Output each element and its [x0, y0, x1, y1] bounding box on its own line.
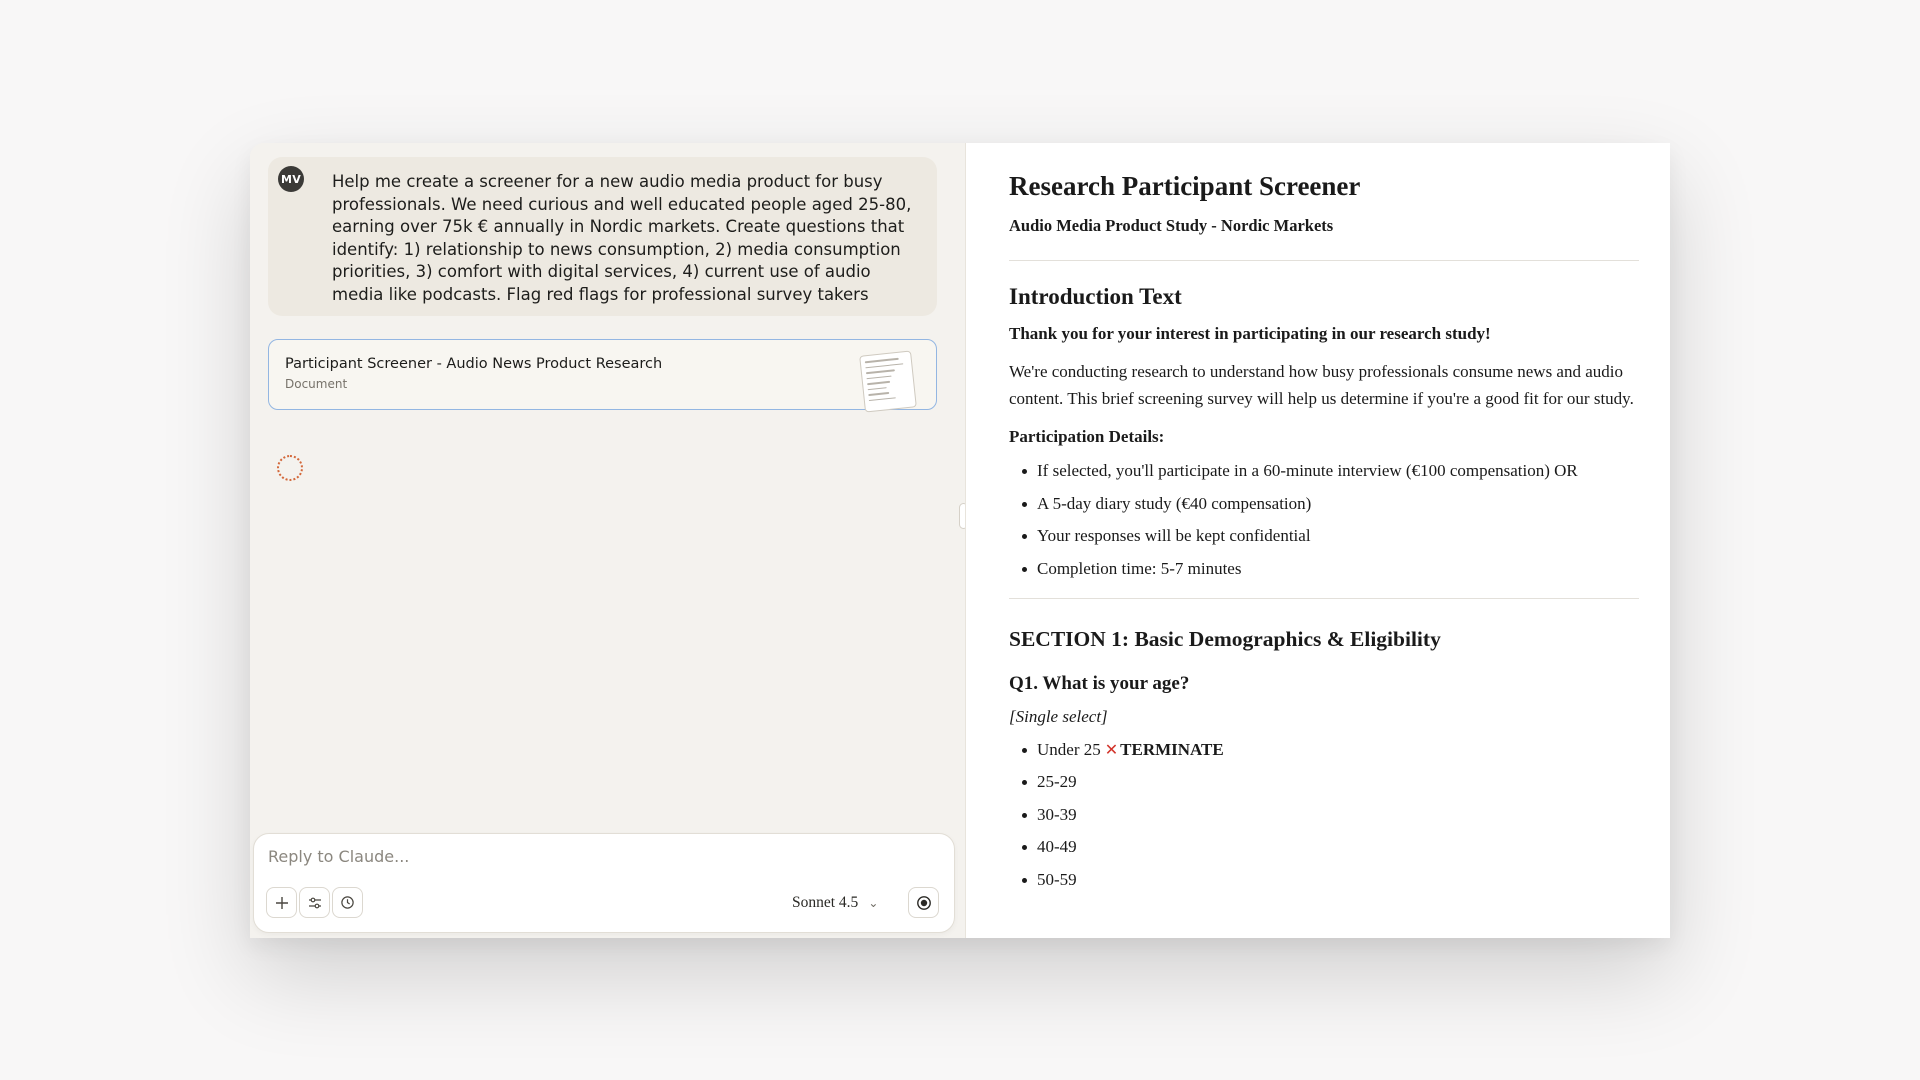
user-avatar: MV — [278, 166, 304, 192]
chat-pane — [250, 143, 965, 938]
add-button[interactable] — [266, 887, 297, 918]
user-message-text: Help me create a screener for a new audio media product for busy professionals. We need curious and well educated people aged 25-80, earning over 75k € annually in Nordic markets. Create questions that identify: 1) relationship to news consumption, 2) media consumption priorities, 3) comfort with digital services, 4) current use of audio media like podcasts. Flag red flags for professional survey takers — [332, 172, 912, 304]
list-item: Your responses will be kept confidential — [1009, 525, 1639, 547]
chevron-down-icon: ⌄ — [868, 895, 879, 910]
clock-icon — [340, 895, 355, 910]
divider — [1009, 598, 1639, 599]
tools-button[interactable] — [299, 887, 330, 918]
intro-heading: Introduction Text — [1009, 284, 1182, 309]
history-button[interactable] — [332, 887, 363, 918]
q1-question: Q1. What is your age? — [1009, 672, 1190, 694]
plus-icon — [275, 896, 289, 910]
red-cross-icon: ✕ — [1104, 739, 1119, 759]
artifact-title: Participant Screener - Audio News Product Research — [285, 356, 663, 372]
list-item: 25-29 — [1009, 771, 1639, 793]
participation-heading: Participation Details: — [1009, 427, 1165, 446]
user-message-bubble — [268, 157, 937, 316]
list-item: If selected, you'll participate in a 60-minute interview (€100 compensation) OR — [1009, 460, 1639, 482]
divider — [1009, 260, 1639, 261]
intro-thanks: Thank you for your interest in participating in our research study! — [1009, 324, 1491, 343]
app-window — [250, 143, 1670, 938]
participation-list — [1009, 460, 1639, 580]
model-name: Sonnet 4.5 — [792, 894, 859, 911]
list-item: A 5-day diary study (€40 compensation) — [1009, 493, 1639, 515]
list-item: 40-49 — [1009, 836, 1639, 858]
sliders-icon — [308, 896, 322, 910]
composer — [253, 833, 955, 933]
q1-options — [1009, 739, 1639, 891]
document-content — [1009, 168, 1639, 901]
reply-input[interactable] — [268, 847, 828, 866]
option-label: Under 25 — [1037, 739, 1101, 759]
document-subtitle: Audio Media Product Study - Nordic Markets — [1009, 216, 1334, 235]
artifact-document-pane — [965, 143, 1670, 938]
model-selector[interactable] — [792, 890, 878, 916]
document-thumbnail-icon — [859, 350, 917, 412]
list-item: 50-59 — [1009, 869, 1639, 891]
list-item: Completion time: 5-7 minutes — [1009, 558, 1639, 580]
intro-paragraph: We're conducting research to understand how busy professionals consume news and audio content. This brief screening survey will help us determine if you're a good fit for our study. — [1009, 362, 1634, 408]
terminate-label: TERMINATE — [1120, 739, 1224, 759]
list-item — [1009, 739, 1639, 761]
document-title: Research Participant Screener — [1009, 171, 1361, 201]
section1-heading: SECTION 1: Basic Demographics & Eligibility — [1009, 626, 1441, 651]
artifact-card[interactable] — [268, 339, 937, 410]
record-icon — [916, 895, 932, 911]
q1-instruction: [Single select] — [1009, 706, 1108, 726]
artifact-type: Document — [285, 377, 348, 391]
list-item: 30-39 — [1009, 804, 1639, 826]
voice-record-button[interactable] — [908, 887, 939, 918]
loading-spinner-icon — [277, 455, 303, 481]
